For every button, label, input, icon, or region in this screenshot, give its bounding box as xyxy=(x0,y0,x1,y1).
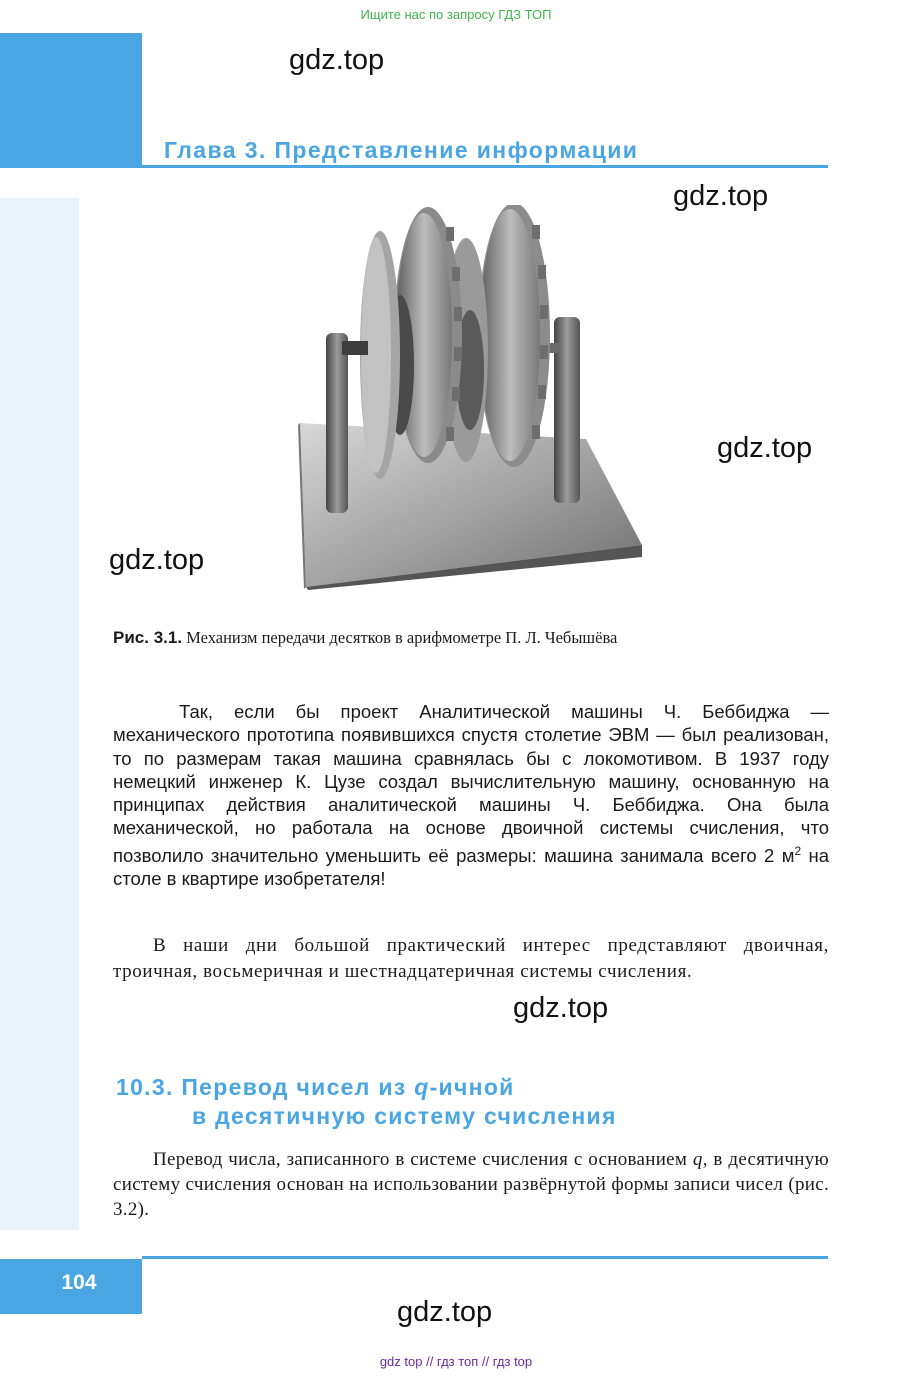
paragraph-conversion-tail: , в десятичную систему счисления основан на использовании развёрнутой формы записи чисел (рис. 3.2). xyxy=(113,1149,829,1220)
figure-mechanism-image xyxy=(296,205,644,590)
paragraph-babbage-text: Так, если бы проект Аналитической машины Ч. Беббиджа — механического прототипа появившихся спустя столетие ЭВМ — был реализован, то по размерам такая машина сравнялась бы с локомотивом. В 1937 году немецкий инженер К. Цузе создал вычислительную машину, основанную на принципах действия аналитической машины Ч. Беббиджа. Она была механической, но работала на основе двоичной системы счисления, что позволило значительно уменьшить её размеры: машина занимала всего 2 м xyxy=(113,701,829,866)
watermark: gdz.top xyxy=(109,544,205,576)
footer-rule xyxy=(142,1256,828,1259)
watermark: gdz.top xyxy=(397,1296,493,1328)
watermark: gdz.top xyxy=(513,992,609,1024)
footer-links[interactable]: gdz top // гдз топ // гдз top xyxy=(379,1354,533,1369)
figure-caption-text: Механизм передачи десятков в арифмометре П. Л. Чебышёва xyxy=(186,628,618,647)
paragraph-conversion xyxy=(113,1147,829,1222)
section-number: 10.3. xyxy=(116,1074,174,1100)
top-search-banner[interactable]: Ищите нас по запросу ГДЗ ТОП xyxy=(360,7,552,22)
chapter-title: Глава 3. Представление информации xyxy=(164,137,639,163)
figure-caption xyxy=(113,628,833,648)
header-corner-block xyxy=(0,33,142,168)
paragraph-conversion-lead: Перевод числа, записанного в системе счисления с основанием xyxy=(153,1149,693,1170)
paragraph-babbage xyxy=(113,700,829,891)
paragraph-babbage-tail: на столе в квартире изобретателя! xyxy=(113,844,829,890)
section-title-line2: в десятичную систему счисления xyxy=(192,1103,617,1129)
watermark: gdz.top xyxy=(717,432,813,464)
page-number: 104 xyxy=(61,1271,97,1294)
section-title-variable: q xyxy=(414,1074,430,1100)
section-title-part1: Перевод чисел из xyxy=(173,1074,415,1100)
side-margin-band xyxy=(0,198,79,1230)
section-title-part2: -ичной xyxy=(429,1074,515,1100)
superscript-two: 2 xyxy=(794,843,802,858)
paragraph-number-systems: В наши дни большой практический интерес представляют двоичная, троичная, восьмеричная и шестнадцатеричная системы счисления. xyxy=(113,935,829,982)
figure-label: Рис. 3.1. xyxy=(113,628,183,647)
section-heading xyxy=(116,1073,617,1131)
paragraph-conversion-variable: q xyxy=(692,1149,703,1170)
header-rule xyxy=(142,165,828,168)
watermark: gdz.top xyxy=(673,180,769,212)
watermark: gdz.top xyxy=(289,44,385,76)
